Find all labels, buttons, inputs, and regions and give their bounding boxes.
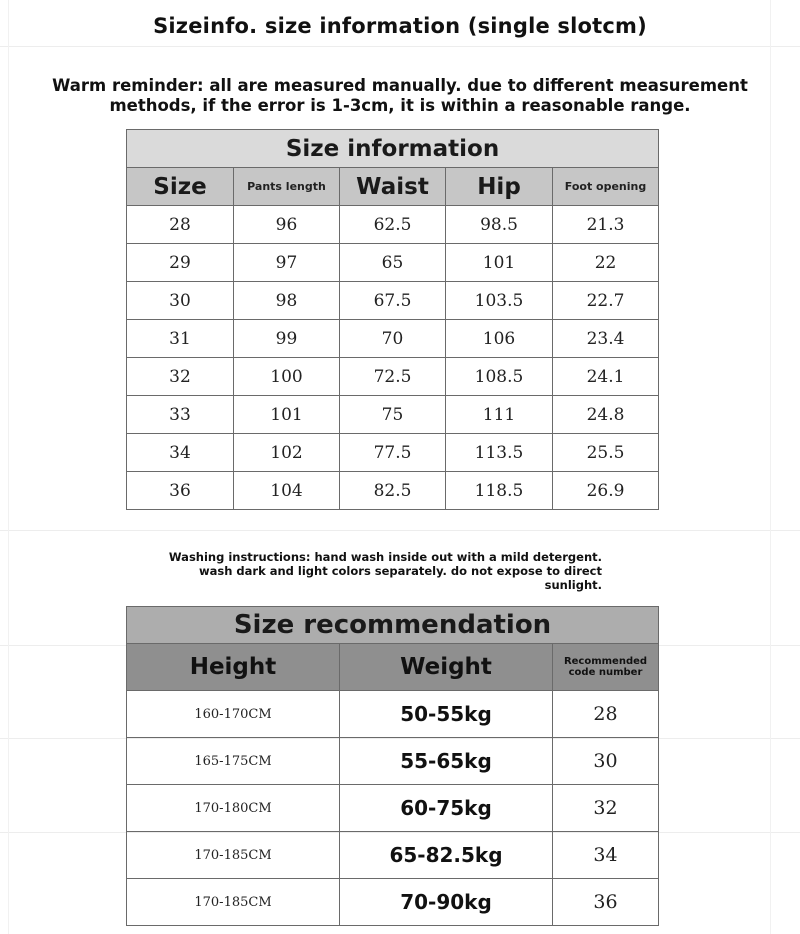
cell-hip: 98.5	[446, 206, 553, 244]
header-weight: Weight	[340, 644, 553, 691]
table-row	[127, 244, 659, 282]
cell-pants-length: 100	[234, 358, 340, 396]
cell-size: 32	[127, 358, 234, 396]
header-height: Height	[127, 644, 340, 691]
cell-hip: 111	[446, 396, 553, 434]
cell-hip: 118.5	[446, 472, 553, 510]
table-row	[127, 358, 659, 396]
cell-weight: 70-90kg	[340, 879, 553, 926]
cell-hip: 101	[446, 244, 553, 282]
background-gridline	[770, 0, 771, 934]
cell-size: 36	[127, 472, 234, 510]
cell-height: 170-185CM	[127, 879, 340, 926]
header-foot-opening: Foot opening	[553, 168, 659, 206]
cell-height: 170-180CM	[127, 785, 340, 832]
cell-pants-length: 98	[234, 282, 340, 320]
background-gridline	[0, 46, 800, 47]
cell-size: 33	[127, 396, 234, 434]
cell-waist: 67.5	[340, 282, 446, 320]
cell-code: 30	[553, 738, 659, 785]
header-pants-length: Pants length	[234, 168, 340, 206]
cell-pants-length: 99	[234, 320, 340, 358]
table-row	[127, 832, 659, 879]
table-row	[127, 785, 659, 832]
cell-pants-length: 96	[234, 206, 340, 244]
cell-foot-opening: 22	[553, 244, 659, 282]
size-information-table	[126, 129, 659, 510]
size-recommendation-table	[126, 606, 659, 926]
washing-line: Washing instructions: hand wash inside out with a mild detergent.	[168, 550, 602, 564]
page-title: Sizeinfo. size information (single slotcm)	[153, 14, 647, 38]
cell-size: 28	[127, 206, 234, 244]
cell-code: 32	[553, 785, 659, 832]
table-row	[127, 206, 659, 244]
cell-code: 36	[553, 879, 659, 926]
cell-height: 165-175CM	[127, 738, 340, 785]
header-recommended-code: Recommended code number	[553, 644, 659, 691]
cell-waist: 72.5	[340, 358, 446, 396]
table-row	[127, 282, 659, 320]
cell-code: 34	[553, 832, 659, 879]
table-row	[127, 472, 659, 510]
table-row	[127, 434, 659, 472]
header-hip: Hip	[446, 168, 553, 206]
cell-waist: 77.5	[340, 434, 446, 472]
cell-foot-opening: 24.8	[553, 396, 659, 434]
cell-foot-opening: 26.9	[553, 472, 659, 510]
cell-foot-opening: 22.7	[553, 282, 659, 320]
cell-foot-opening: 24.1	[553, 358, 659, 396]
cell-hip: 113.5	[446, 434, 553, 472]
cell-height: 160-170CM	[127, 691, 340, 738]
cell-height: 170-185CM	[127, 832, 340, 879]
cell-size: 30	[127, 282, 234, 320]
header-size: Size	[127, 168, 234, 206]
warm-reminder	[40, 76, 760, 116]
table-row	[127, 879, 659, 926]
cell-foot-opening: 23.4	[553, 320, 659, 358]
cell-weight: 65-82.5kg	[340, 832, 553, 879]
background-gridline	[0, 530, 800, 531]
cell-pants-length: 101	[234, 396, 340, 434]
cell-weight: 55-65kg	[340, 738, 553, 785]
header-waist: Waist	[340, 168, 446, 206]
table-row	[127, 320, 659, 358]
cell-size: 31	[127, 320, 234, 358]
table-row	[127, 738, 659, 785]
cell-waist: 62.5	[340, 206, 446, 244]
cell-weight: 50-55kg	[340, 691, 553, 738]
washing-line: wash dark and light colors separately. do not expose to direct	[198, 564, 602, 578]
reminder-line: methods, if the error is 1-3cm, it is within a reasonable range.	[109, 96, 691, 115]
recommend-table-title: Size recommendation	[127, 607, 659, 644]
cell-pants-length: 102	[234, 434, 340, 472]
cell-waist: 70	[340, 320, 446, 358]
table-row	[127, 396, 659, 434]
cell-foot-opening: 21.3	[553, 206, 659, 244]
cell-code: 28	[553, 691, 659, 738]
cell-size: 34	[127, 434, 234, 472]
size-table-title: Size information	[127, 130, 659, 168]
cell-foot-opening: 25.5	[553, 434, 659, 472]
cell-pants-length: 97	[234, 244, 340, 282]
reminder-line: Warm reminder: all are measured manually. due to different measurement	[52, 76, 748, 95]
cell-size: 29	[127, 244, 234, 282]
cell-hip: 103.5	[446, 282, 553, 320]
cell-waist: 65	[340, 244, 446, 282]
cell-waist: 75	[340, 396, 446, 434]
washing-instructions	[150, 550, 602, 592]
cell-pants-length: 104	[234, 472, 340, 510]
background-gridline	[8, 0, 9, 934]
cell-waist: 82.5	[340, 472, 446, 510]
cell-hip: 106	[446, 320, 553, 358]
washing-line: sunlight.	[544, 578, 602, 592]
table-row	[127, 691, 659, 738]
cell-hip: 108.5	[446, 358, 553, 396]
cell-weight: 60-75kg	[340, 785, 553, 832]
